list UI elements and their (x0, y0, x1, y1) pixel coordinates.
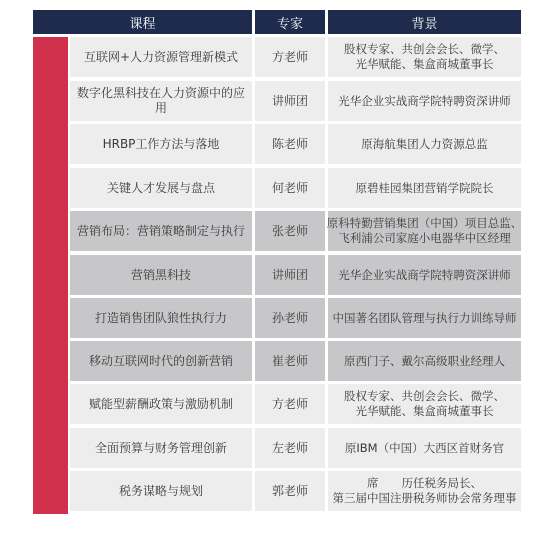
teacher-name: 左老师 (271, 440, 308, 455)
teacher-name: 讲师团 (271, 267, 308, 282)
background-line-1: 股权专家、共创会会长、微学、 (344, 42, 505, 56)
teacher-cell (255, 124, 325, 164)
teacher-name: 讲师团 (271, 93, 308, 108)
course-cell (70, 81, 252, 121)
background-line-1: 光华企业实战商学院特聘资深讲师 (338, 93, 511, 108)
teacher-cell (255, 384, 325, 424)
background-line-2: 光华赋能、集盒商城董事长 (355, 57, 494, 71)
teacher-name: 方老师 (271, 49, 308, 64)
course-name: 全面预算与财务管理创新 (94, 440, 227, 455)
course-name: 移动互联网时代的创新营销 (88, 353, 233, 368)
background-cell (328, 168, 521, 208)
course-cell (70, 428, 252, 468)
teacher-name: 张老师 (271, 223, 308, 238)
background-cell (328, 255, 521, 295)
course-cell (70, 255, 252, 295)
teacher-cell (255, 471, 325, 511)
course-cell (70, 341, 252, 381)
background-cell (328, 81, 521, 121)
course-name: HRBP工作方法与落地 (102, 136, 220, 151)
background-cell (328, 124, 521, 164)
course-cell (70, 384, 252, 424)
background-line-1: 原海航集团人力资源总监 (361, 136, 488, 151)
background-cell (328, 37, 521, 77)
teacher-cell (255, 428, 325, 468)
teacher-name: 崔老师 (271, 353, 308, 368)
header-teacher: 专家 (255, 10, 325, 34)
background-cell (328, 384, 521, 424)
background-line-2: 飞利浦公司家庭小电器华中区经理 (338, 231, 511, 245)
background-line-2: 光华赋能、集盒商城董事长 (355, 404, 494, 418)
group-marker-marketing (33, 211, 68, 384)
course-cell (70, 471, 252, 511)
background-line-1: 原科特勤营销集团（中国）项目总监、 (326, 216, 523, 230)
teacher-name: 郭老师 (271, 483, 308, 498)
course-name: 互联网+人力资源管理新模式 (83, 49, 239, 64)
background-cell (328, 471, 521, 511)
teacher-cell (255, 168, 325, 208)
teacher-cell (255, 81, 325, 121)
teacher-name: 何老师 (271, 180, 308, 195)
header-background: 背景 (328, 10, 521, 34)
teacher-name: 方老师 (271, 396, 308, 411)
course-cell (70, 298, 252, 338)
background-line-1: 原IBM（中国）大西区首财务官 (344, 440, 505, 455)
course-cell (70, 37, 252, 77)
background-cell (328, 211, 521, 251)
course-name: 数字化黑科技在人力资源中的应用 (76, 86, 245, 115)
teacher-cell (255, 341, 325, 381)
background-line-1: 股权专家、共创会会长、微学、 (344, 389, 505, 403)
background-line-1: 原西门子、戴尔高级职业经理人 (344, 353, 505, 368)
teacher-cell (255, 298, 325, 338)
teacher-cell (255, 211, 325, 251)
header-course: 课程 (33, 10, 252, 34)
course-cell (70, 211, 252, 251)
background-cell (328, 428, 521, 468)
group-marker-finance (33, 384, 68, 514)
background-line-1: 席 历任税务局长、 (367, 476, 482, 490)
course-name: 关键人才发展与盘点 (106, 180, 215, 195)
course-cell (70, 124, 252, 164)
course-name: 打造销售团队狼性执行力 (94, 310, 227, 325)
background-line-1: 光华企业实战商学院特聘资深讲师 (338, 267, 511, 282)
background-line-1: 原碧桂园集团营销学院院长 (355, 180, 494, 195)
course-name: 营销黑科技 (130, 267, 191, 282)
group-marker-hr (33, 37, 68, 211)
course-cell (70, 168, 252, 208)
teacher-cell (255, 37, 325, 77)
background-cell (328, 298, 521, 338)
background-line-2: 第三届中国注册税务师协会常务理事 (332, 491, 517, 505)
teacher-cell (255, 255, 325, 295)
teacher-name: 陈老师 (271, 136, 308, 151)
background-line-1: 中国著名团队管理与执行力训练导师 (332, 310, 517, 325)
course-name: 营销布局：营销策略制定与执行 (76, 223, 245, 238)
background-cell (328, 341, 521, 381)
course-name: 税务谋略与规划 (118, 483, 203, 498)
course-name: 赋能型薪酬政策与激励机制 (88, 396, 233, 411)
teacher-name: 孙老师 (271, 310, 308, 325)
